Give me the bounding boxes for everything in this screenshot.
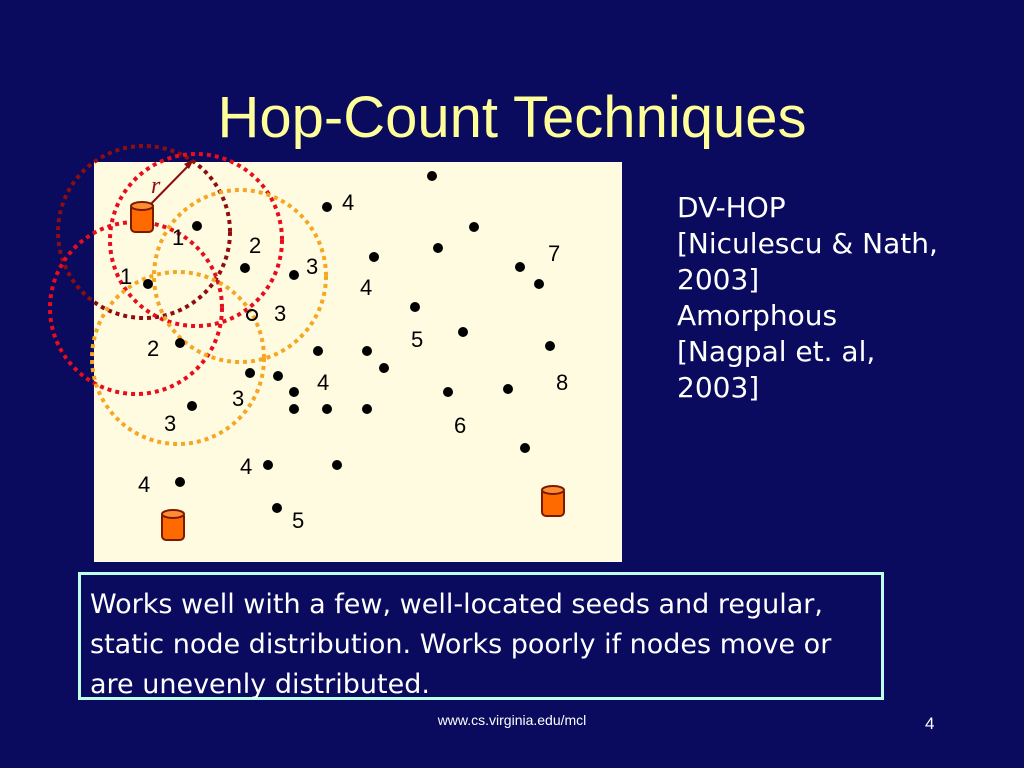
node <box>458 327 468 337</box>
node <box>240 263 250 273</box>
hop-label: 4 <box>342 190 355 215</box>
node <box>469 222 479 232</box>
node <box>443 387 453 397</box>
node <box>545 341 555 351</box>
node <box>362 404 372 414</box>
node <box>369 252 379 262</box>
node <box>322 404 332 414</box>
node <box>289 270 299 280</box>
node <box>427 171 437 181</box>
seed-bottom-right <box>542 486 564 516</box>
node <box>520 443 530 453</box>
node <box>192 221 202 231</box>
references <box>677 190 938 406</box>
node <box>289 404 299 414</box>
node <box>245 368 255 378</box>
hop-label: 4 <box>138 472 151 497</box>
node <box>515 262 525 272</box>
hop-label: 2 <box>147 336 160 361</box>
node <box>503 384 513 394</box>
node <box>534 279 544 289</box>
node <box>332 460 342 470</box>
hop-label: 4 <box>317 370 330 395</box>
summary-note: Works well with a few, well-located seeds and regular, static node distribution. Works poorly if nodes move or are unevenly distributed. <box>78 572 884 700</box>
hop-label: 4 <box>240 454 253 479</box>
hop-label: 3 <box>232 386 245 411</box>
hop-label: 3 <box>164 411 177 436</box>
node <box>263 460 273 470</box>
node <box>433 243 443 253</box>
slide-title: Hop-Count Techniques <box>217 85 807 150</box>
seed-bottom-left <box>162 510 184 540</box>
hop-label: 3 <box>274 301 287 326</box>
hop-label: 7 <box>548 241 561 266</box>
node <box>187 401 197 411</box>
node <box>313 346 323 356</box>
hop-label: 5 <box>411 327 424 352</box>
node <box>322 202 332 212</box>
node <box>362 346 372 356</box>
node <box>143 279 153 289</box>
footer-url: www.cs.virginia.edu/mcl <box>437 712 587 728</box>
reference-line: 2003] <box>677 263 760 296</box>
node <box>289 387 299 397</box>
reference-line: Amorphous <box>677 299 838 332</box>
radius-label: r <box>151 173 161 199</box>
reference-line: 2003] <box>677 371 760 404</box>
node <box>410 302 420 312</box>
hop-label: 1 <box>172 225 185 250</box>
node <box>175 338 185 348</box>
reference-line: DV-HOP <box>677 191 786 224</box>
hop-label: 1 <box>120 264 133 289</box>
reference-line: [Nagpal et. al, <box>677 335 876 368</box>
hop-label: 8 <box>556 370 569 395</box>
seed-top-left <box>131 202 153 232</box>
hop-label: 4 <box>360 275 373 300</box>
node <box>273 371 283 381</box>
node <box>272 503 282 513</box>
hop-label: 2 <box>249 233 262 258</box>
node <box>175 477 185 487</box>
node <box>379 363 389 373</box>
page-number: 4 <box>925 714 935 733</box>
hop-label: 5 <box>292 508 305 533</box>
reference-line: [Niculescu & Nath, <box>677 227 938 260</box>
hop-label: 3 <box>306 254 319 279</box>
hop-label: 6 <box>454 413 467 438</box>
